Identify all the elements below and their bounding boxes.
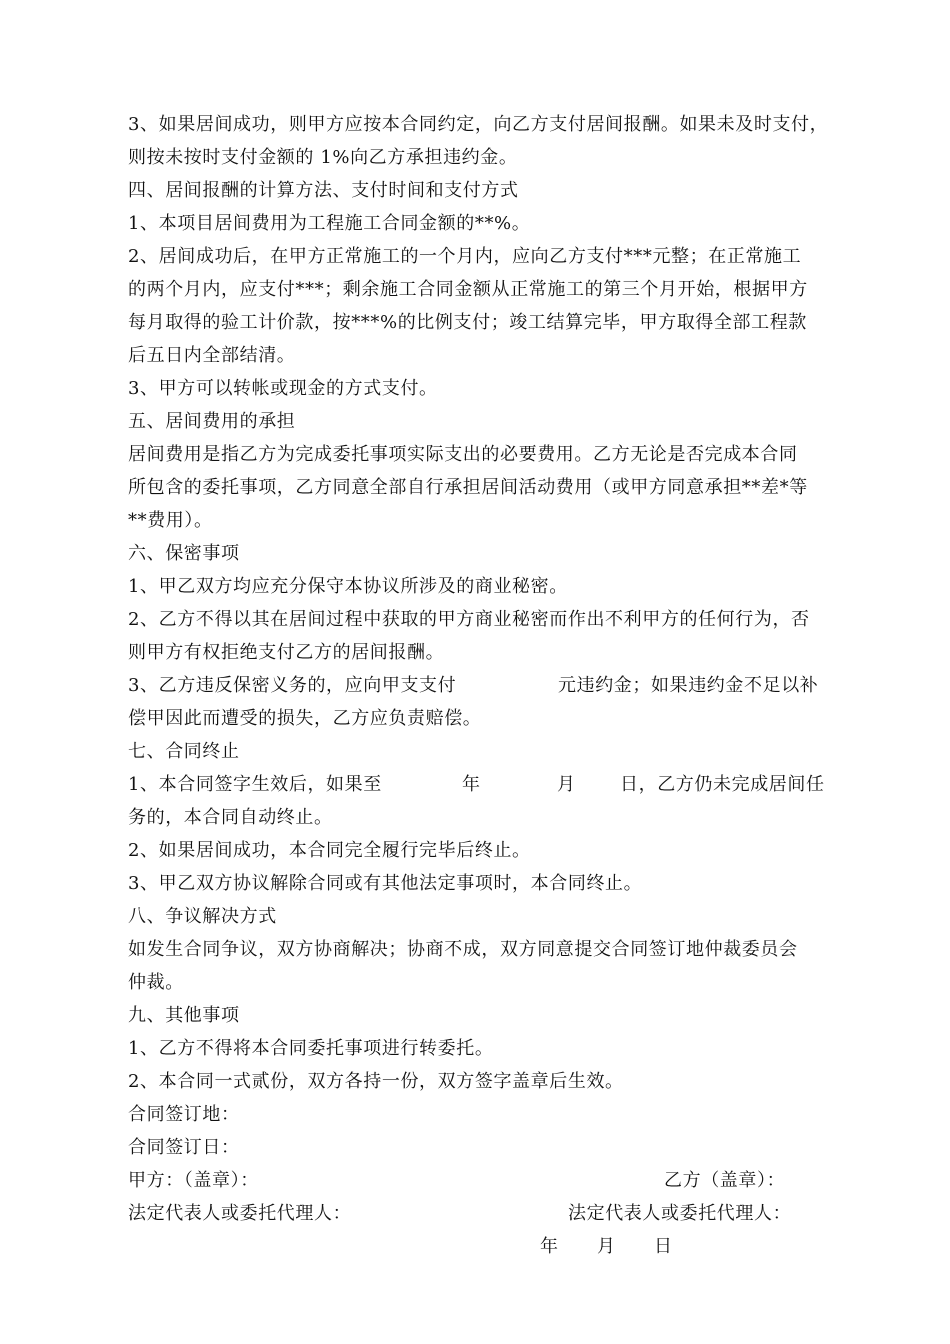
section-9-heading: 九、其他事项 <box>128 1005 240 1026</box>
section-9-clause-1: 1、乙方不得将本合同委托事项进行转委托。 <box>128 1038 494 1059</box>
section-5-heading: 五、居间费用的承担 <box>128 411 296 432</box>
section-7-clause-3: 3、甲乙双方协议解除合同或有其他法定事项时，本合同终止。 <box>128 873 643 894</box>
section-5-body-line-3: **费用）。 <box>128 510 213 531</box>
section-7-heading: 七、合同终止 <box>128 741 240 762</box>
section-5-body-line-1: 居间费用是指乙方为完成委托事项实际支出的必要费用。乙方无论是否完成本合同 <box>128 444 798 465</box>
section-6-clause-3-line-2: 偿甲因此而遭受的损失，乙方应负责赔偿。 <box>128 708 482 729</box>
section-6-clause-2-line-2: 则甲方有权拒绝支付乙方的居间报酬。 <box>128 642 445 663</box>
date-day: 日 <box>654 1236 673 1257</box>
section-4-clause-2-line-1: 2、居间成功后，在甲方正常施工的一个月内，应向乙方支付***元整；在正常施工 <box>128 246 802 267</box>
section-6-clause-3-part-2: 元违约金；如果违约金不足以补 <box>558 675 819 696</box>
party-b-representative: 法定代表人或委托代理人： <box>568 1203 792 1224</box>
section-8-body-line-2: 仲裁。 <box>128 972 184 993</box>
section-6-clause-1: 1、甲乙双方均应充分保守本协议所涉及的商业秘密。 <box>128 576 568 597</box>
section-4-clause-3: 3、甲方可以转帐或现金的方式支付。 <box>128 378 438 399</box>
section-4-clause-1: 1、本项目居间费用为工程施工合同金额的**%。 <box>128 213 531 234</box>
signing-place: 合同签订地： <box>128 1104 240 1125</box>
section-6-heading: 六、保密事项 <box>128 543 240 564</box>
section-7-clause-2: 2、如果居间成功，本合同完全履行完毕后终止。 <box>128 840 531 861</box>
party-a-representative: 法定代表人或委托代理人： <box>128 1203 352 1224</box>
section-9-clause-2: 2、本合同一式贰份，双方各持一份，双方签字盖章后生效。 <box>128 1071 624 1092</box>
signing-date: 合同签订日： <box>128 1137 240 1158</box>
section-7-clause-1-month: 月 <box>557 774 576 795</box>
section-4-heading: 四、居间报酬的计算方法、支付时间和支付方式 <box>128 180 519 201</box>
section-7-clause-1-part-1: 1、本合同签字生效后，如果至 <box>128 774 382 795</box>
section-8-body-line-1: 如发生合同争议，双方协商解决；协商不成，双方同意提交合同签订地仲裁委员会 <box>128 939 798 960</box>
party-b-seal: 乙方（盖章）： <box>664 1170 786 1191</box>
section-5-body-line-2: 所包含的委托事项，乙方同意全部自行承担居间活动费用（或甲方同意承担**差*等 <box>128 477 808 498</box>
section-6-clause-3-part-1: 3、乙方违反保密义务的，应向甲支支付 <box>128 675 457 696</box>
clause-3-line-1: 3、如果居间成功，则甲方应按本合同约定，向乙方支付居间报酬。如果未及时支付， <box>128 114 829 135</box>
section-8-heading: 八、争议解决方式 <box>128 906 277 927</box>
section-4-clause-2-line-4: 后五日内全部结清。 <box>128 345 296 366</box>
section-4-clause-2-line-2: 的两个月内，应支付***；剩余施工合同金额从正常施工的第三个月开始，根据甲方 <box>128 279 808 300</box>
section-7-clause-1-line-2: 务的，本合同自动终止。 <box>128 807 333 828</box>
date-month: 月 <box>597 1236 616 1257</box>
section-7-clause-1-year: 年 <box>462 774 481 795</box>
date-year: 年 <box>540 1236 559 1257</box>
section-7-clause-1-part-2: 日，乙方仍未完成居间任 <box>620 774 825 795</box>
section-6-clause-2-line-1: 2、乙方不得以其在居间过程中获取的甲方商业秘密而作出不利甲方的任何行为，否 <box>128 609 810 630</box>
party-a-seal: 甲方：（盖章）： <box>128 1170 259 1191</box>
section-4-clause-2-line-3: 每月取得的验工计价款，按***%的比例支付；竣工结算完毕，甲方取得全部工程款 <box>128 312 807 333</box>
clause-3-line-2: 则按未按时支付金额的 1%向乙方承担违约金。 <box>128 147 518 168</box>
